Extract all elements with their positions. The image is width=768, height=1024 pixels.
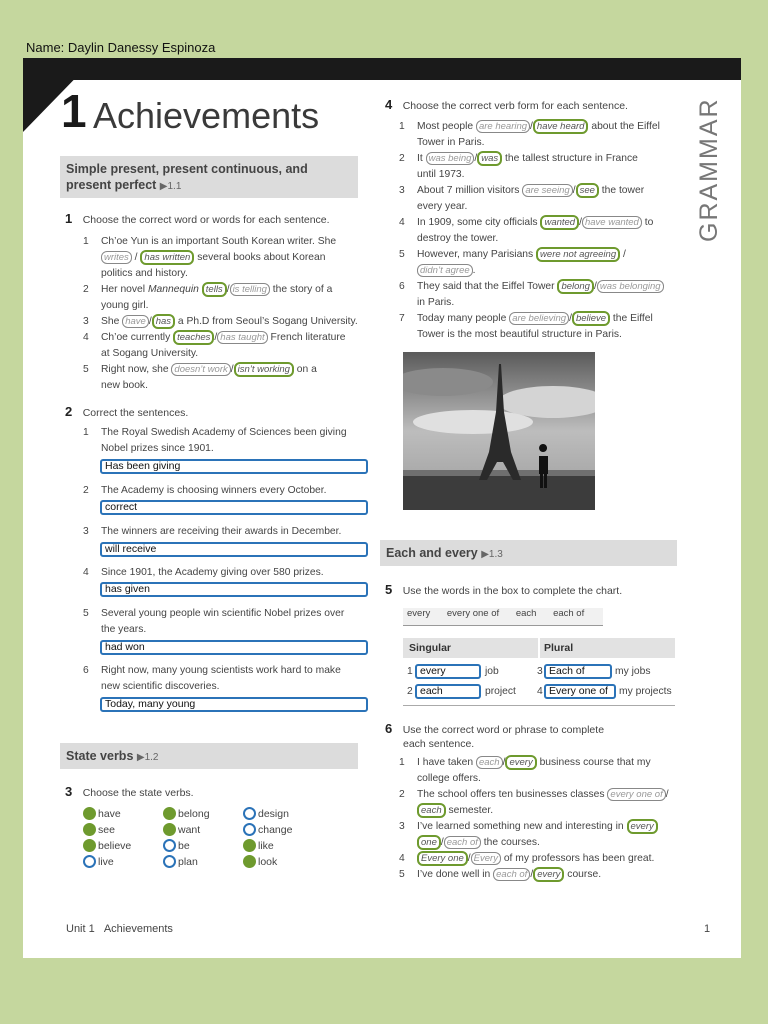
ex6-item-5: 5 I’ve done well in each of / every course. [385,867,695,883]
ex4-item-2: 2 It was being / was the tallest structure in France until 1973. [399,153,638,180]
option-chip-selected[interactable]: isn’t working [234,362,294,377]
answer-box[interactable]: Every one of [544,684,616,699]
option-chip-selected[interactable]: Every one [417,851,468,866]
section-heading [60,156,358,198]
ex5-instruction: Use the words in the box to complete the chart. [402,585,623,597]
item-number: 5 [83,608,89,619]
item-text: It [417,153,423,164]
item-number: 7 [399,313,405,324]
item-text: college offers. [417,773,481,784]
ex6-item-1: 1 I have taken each / every business course that my college offers. [399,757,651,784]
state-verb-label: be [178,839,190,852]
item-number: 4 [399,853,405,864]
option-chip[interactable]: writes [101,251,132,264]
option-chip-selected[interactable]: see [576,183,599,198]
ex1-item-3: 3 She have / has a Ph.D from Seoul’s Sogang University. [65,314,365,330]
exercise-2 [65,403,375,421]
item-text: . [472,265,476,276]
radio-empty-icon[interactable] [243,807,256,820]
answer-box[interactable]: has given [100,582,368,597]
option-chip[interactable]: every one of [607,788,665,801]
ex4-item-5 [385,247,695,279]
item-text: the courses. [483,837,540,848]
item-number: 4 [399,217,405,228]
option-chip-selected[interactable]: each [417,803,446,818]
row-number: 4 [537,686,543,697]
ex6-item-2 [385,787,695,819]
option-chip[interactable]: are hearing [476,120,530,133]
exercise-6 [385,720,695,883]
radio-selected-icon[interactable] [243,839,256,852]
state-verb-label: believe [98,839,132,852]
word-box-item: each [515,608,537,619]
col-singular: Singular [409,642,452,654]
ex5-number: 5 [385,582,393,597]
section-heading-line2: present perfect [66,178,157,192]
radio-selected-icon[interactable] [163,823,176,836]
item-number: 6 [83,665,89,676]
item-text: However, many Parisians [417,249,534,260]
ex4-number: 4 [385,97,393,112]
item-text: to [644,217,654,228]
item-text: The school offers ten businesses classes [417,789,605,800]
state-verb-label: look [258,855,278,868]
state-verb-label: want [178,823,201,836]
item-text: Nobel prizes since 1901. [101,443,214,454]
item-text: the tower [601,185,645,196]
unit-number: 1 [61,85,87,137]
ex1-item-2: 2 Her novel Mannequin tells / is telling the story of a young girl. [83,284,333,311]
radio-empty-icon[interactable] [243,823,256,836]
option-chip-selected[interactable]: wanted [540,215,579,230]
item-text: course. [567,869,602,880]
item-text: a Ph.D from Seoul’s Sogang University. [177,316,358,327]
answer-box[interactable]: each [415,684,481,699]
ex4-item-3: 3 About 7 million visitors are seeing / see the tower every year. [399,185,645,212]
radio-selected-icon[interactable] [163,807,176,820]
exercise-1 [65,210,365,394]
item-text: I have taken [417,757,474,768]
item-number: 6 [399,281,405,292]
answer-box[interactable]: Today, many young [100,697,368,712]
word-box-item: every one of [446,608,500,619]
option-chip-selected[interactable]: has written [140,250,194,265]
worksheet-page [23,58,741,958]
option-chip[interactable]: has taught [217,331,267,344]
state-verbs-heading [60,743,358,769]
item-text: They said that the Eiffel Tower [417,281,555,292]
answer-box[interactable]: every [415,664,481,679]
option-chip-selected[interactable]: belong [557,279,594,294]
ex4-instruction: Choose the correct verb form for each sentence. [402,100,628,112]
row-noun: my projects [619,686,672,697]
ex2-item-2 [83,483,383,499]
item-text: business course that my [539,757,651,768]
ex1-item-1: 1 Ch’oe Yun is an important South Korean writer. She writes / has written several books about Korean politics and history. [83,236,337,279]
row-number: 3 [537,666,543,677]
item-number: 2 [83,485,89,496]
state-verb-option[interactable] [243,853,277,871]
option-chip-selected[interactable]: every [627,819,658,834]
item-text: new book. [101,380,148,391]
ex1-item-4: 4 Ch’oe currently teaches / has taught French literature at Sogang University. [83,332,346,359]
page-number: 1 [704,923,711,935]
ex4-item-1: 1 Most people are hearing / have heard about the Eiffel Tower in Paris. [399,121,660,148]
item-text: Tower in Paris. [417,137,485,148]
ex2-item-3 [83,524,383,540]
option-chip-selected[interactable]: teaches [173,330,214,345]
option-chip[interactable]: didn’t agree [417,264,473,277]
option-chip[interactable]: are seeing [522,184,572,197]
answer-box[interactable]: will receive [100,542,368,557]
option-chip[interactable]: doesn’t work [171,363,230,376]
ex3-instruction: Choose the state verbs. [82,787,194,799]
ex1-number: 1 [65,211,73,226]
item-text: in Paris. [417,297,455,308]
item-text: Ch’oe currently [101,332,171,343]
word-box [403,608,603,626]
option-chip[interactable]: each of [493,868,530,881]
each-every-label: Each and every [386,546,478,560]
answer-box[interactable]: correct [100,500,368,515]
state-verb-label: like [258,839,274,852]
row-number: 2 [407,686,413,697]
item-number: 2 [399,789,405,800]
audio-track-icon[interactable]: ▶1.1 [159,181,182,192]
radio-selected-icon[interactable] [243,855,256,868]
item-text: Several young people win scientific Nobel prizes over [101,608,345,619]
item-number: 5 [399,869,405,880]
state-verb-label: belong [178,807,210,820]
answer-box[interactable]: had won [100,640,368,655]
ex2-item-4 [83,565,383,581]
option-chip-selected[interactable]: have heard [533,119,589,134]
item-text: the story of a [272,284,333,295]
unit-title: Achievements [93,95,320,136]
option-chip-selected[interactable]: every [505,755,536,770]
ex2-number: 2 [65,404,73,419]
item-number: 3 [83,526,89,537]
radio-selected-icon[interactable] [83,807,96,820]
option-chip-selected[interactable]: tells [202,282,227,297]
col-plural: Plural [544,642,574,654]
state-verb-label: design [258,807,289,820]
row-noun: my jobs [615,666,651,677]
item-text: the tallest structure in France [505,153,638,164]
item-text: several books about Korean [197,252,326,263]
item-text: She [101,316,120,327]
row-noun: job [485,666,499,677]
separator: / [665,789,669,800]
each-every-chart [403,638,675,706]
item-number: 3 [83,316,89,327]
state-verb-label: see [98,823,115,836]
item-text: Today many people [417,313,507,324]
item-text: every year. [417,201,468,212]
option-chip-selected[interactable]: one [417,835,441,850]
word-box-item: every [407,608,431,619]
item-text: I’ve learned something new and interesting in [417,821,624,832]
item-text: new scientific discoveries. [101,681,220,692]
audio-track-icon[interactable]: ▶1.2 [136,752,159,763]
option-chip[interactable]: was being [426,152,475,165]
item-text: until 1973. [417,169,465,180]
item-text: Ch’oe Yun is an important South Korean writer. She [101,236,337,247]
radio-empty-icon[interactable] [83,855,96,868]
option-chip[interactable]: each [476,756,503,769]
header-divider [538,638,540,658]
separator: / [622,249,626,260]
ex6-item-4: 4 Every one / Every of my professors has been great. [385,851,695,867]
state-verb-label: plan [178,855,198,868]
item-text: Most people [417,121,474,132]
item-italic: Mannequin [147,284,199,295]
item-number: 1 [83,236,89,247]
chart-bottom-rule [403,705,675,706]
ex4-item-7: 7 Today many people are believing / believe the Eiffel Tower is the most beautiful structure in Paris. [399,313,653,340]
item-text: The winners are receiving their awards in December. [101,526,342,537]
item-text: About 7 million visitors [417,185,520,196]
item-text: The Royal Swedish Academy of Sciences been giving [101,427,347,438]
item-text: about the Eiffel [591,121,660,132]
ex2-item-6 [83,663,383,695]
item-number: 1 [83,427,89,438]
ex6-item-3: 3 I’ve learned something new and interesting in every one / each of the courses. [385,819,695,851]
state-verb-label: live [98,855,114,868]
item-text: Since 1901, the Academy giving over 580 prizes. [101,567,324,578]
answer-box[interactable]: Has been giving [100,459,368,474]
option-chip[interactable]: Every [471,852,501,865]
item-text: Right now, she [101,364,169,375]
each-every-heading [380,540,677,566]
exercise-4 [385,96,695,343]
item-number: 1 [399,121,405,132]
ex3-number: 3 [65,784,73,799]
item-text: politics and history. [101,268,188,279]
item-text: Right now, many young scientists work hard to make [101,665,341,676]
svg-text:GRAMMAR: GRAMMAR [695,97,723,242]
state-verbs-label: State verbs [66,749,134,763]
item-number: 2 [83,284,89,295]
option-chip[interactable]: have wanted [582,216,642,229]
top-bar [23,58,741,80]
student-name: Name: Daylin Danessy Espinoza [26,40,216,55]
ex6-instruction-line1: Use the correct word or phrase to complete [402,724,605,736]
word-box-item: each of [553,608,585,619]
state-verbs-grid [83,805,323,869]
option-chip-selected[interactable]: was [477,151,502,166]
option-chip[interactable]: each of [444,836,481,849]
option-chip-selected[interactable]: believe [572,311,610,326]
state-verb-label: change [258,823,293,836]
exercise-3 [65,783,194,801]
ex1-instruction: Choose the correct word or words for each sentence. [82,214,330,226]
footer-unit-title: Achievements [103,923,173,935]
item-text: Her novel [101,284,146,295]
eiffel-tower-photo [403,352,595,510]
item-number: 1 [399,757,405,768]
option-chip[interactable]: have [122,315,149,328]
item-number: 3 [399,185,405,196]
item-text: of my professors has been great. [503,853,655,864]
ex1-item-5: 5 Right now, she doesn’t work / isn’t working on a new book. [83,364,317,391]
item-text: the Eiffel [612,313,653,324]
state-verb-option[interactable] [83,853,114,871]
item-number: 3 [399,821,405,832]
item-text: young girl. [101,300,149,311]
footer-unit [66,923,173,935]
item-text: I’ve done well in [417,869,491,880]
item-number: 4 [83,332,89,343]
option-chip-selected[interactable]: has [152,314,175,329]
item-number: 5 [399,249,405,260]
item-number: 5 [83,364,89,375]
radio-empty-icon[interactable] [163,839,176,852]
ex2-instruction: Correct the sentences. [82,407,189,419]
item-text: at Sogang University. [101,348,199,359]
ex4-item-6: 6 They said that the Eiffel Tower belong / was belonging in Paris. [385,279,695,311]
row-noun: project [485,686,516,697]
radio-selected-icon[interactable] [83,839,96,852]
state-verb-option[interactable] [163,853,198,871]
option-chip[interactable]: is telling [230,283,270,296]
item-text: The Academy is choosing winners every October. [101,485,327,496]
ex2-item-5 [83,606,383,638]
item-number: 2 [399,153,405,164]
footer-unit-label: Unit 1 [66,923,95,935]
ex4-item-4: 4 In 1909, some city officials wanted / have wanted to destroy the tower. [399,217,654,244]
option-chip-selected[interactable]: were not agreeing [536,247,620,262]
option-chip[interactable]: are believing [509,312,569,325]
item-text: destroy the tower. [417,233,499,244]
section-heading-line1: Simple present, present continuous, and [66,162,308,176]
item-text: the years. [101,624,147,635]
row-number: 1 [407,666,413,677]
item-text: In 1909, some city officials [417,217,538,228]
radio-selected-icon[interactable] [83,823,96,836]
exercise-5 [385,581,622,599]
answer-box[interactable]: Each of [544,664,612,679]
radio-empty-icon[interactable] [163,855,176,868]
item-number: 4 [83,567,89,578]
ex6-number: 6 [385,721,393,736]
ex6-instruction-line2: each sentence. [403,738,475,750]
ex2-item-1 [83,425,383,457]
item-text: semester. [448,805,494,816]
option-chip-selected[interactable]: every [533,867,564,882]
item-text: French literature [270,332,346,343]
item-text: Tower is the most beautiful structure in Paris. [417,329,622,340]
audio-track-icon[interactable]: ▶1.3 [481,549,503,560]
option-chip[interactable]: was belonging [597,280,664,293]
grammar-vertical-label [695,84,723,244]
item-text: on a [296,364,317,375]
state-verb-label: have [98,807,121,820]
